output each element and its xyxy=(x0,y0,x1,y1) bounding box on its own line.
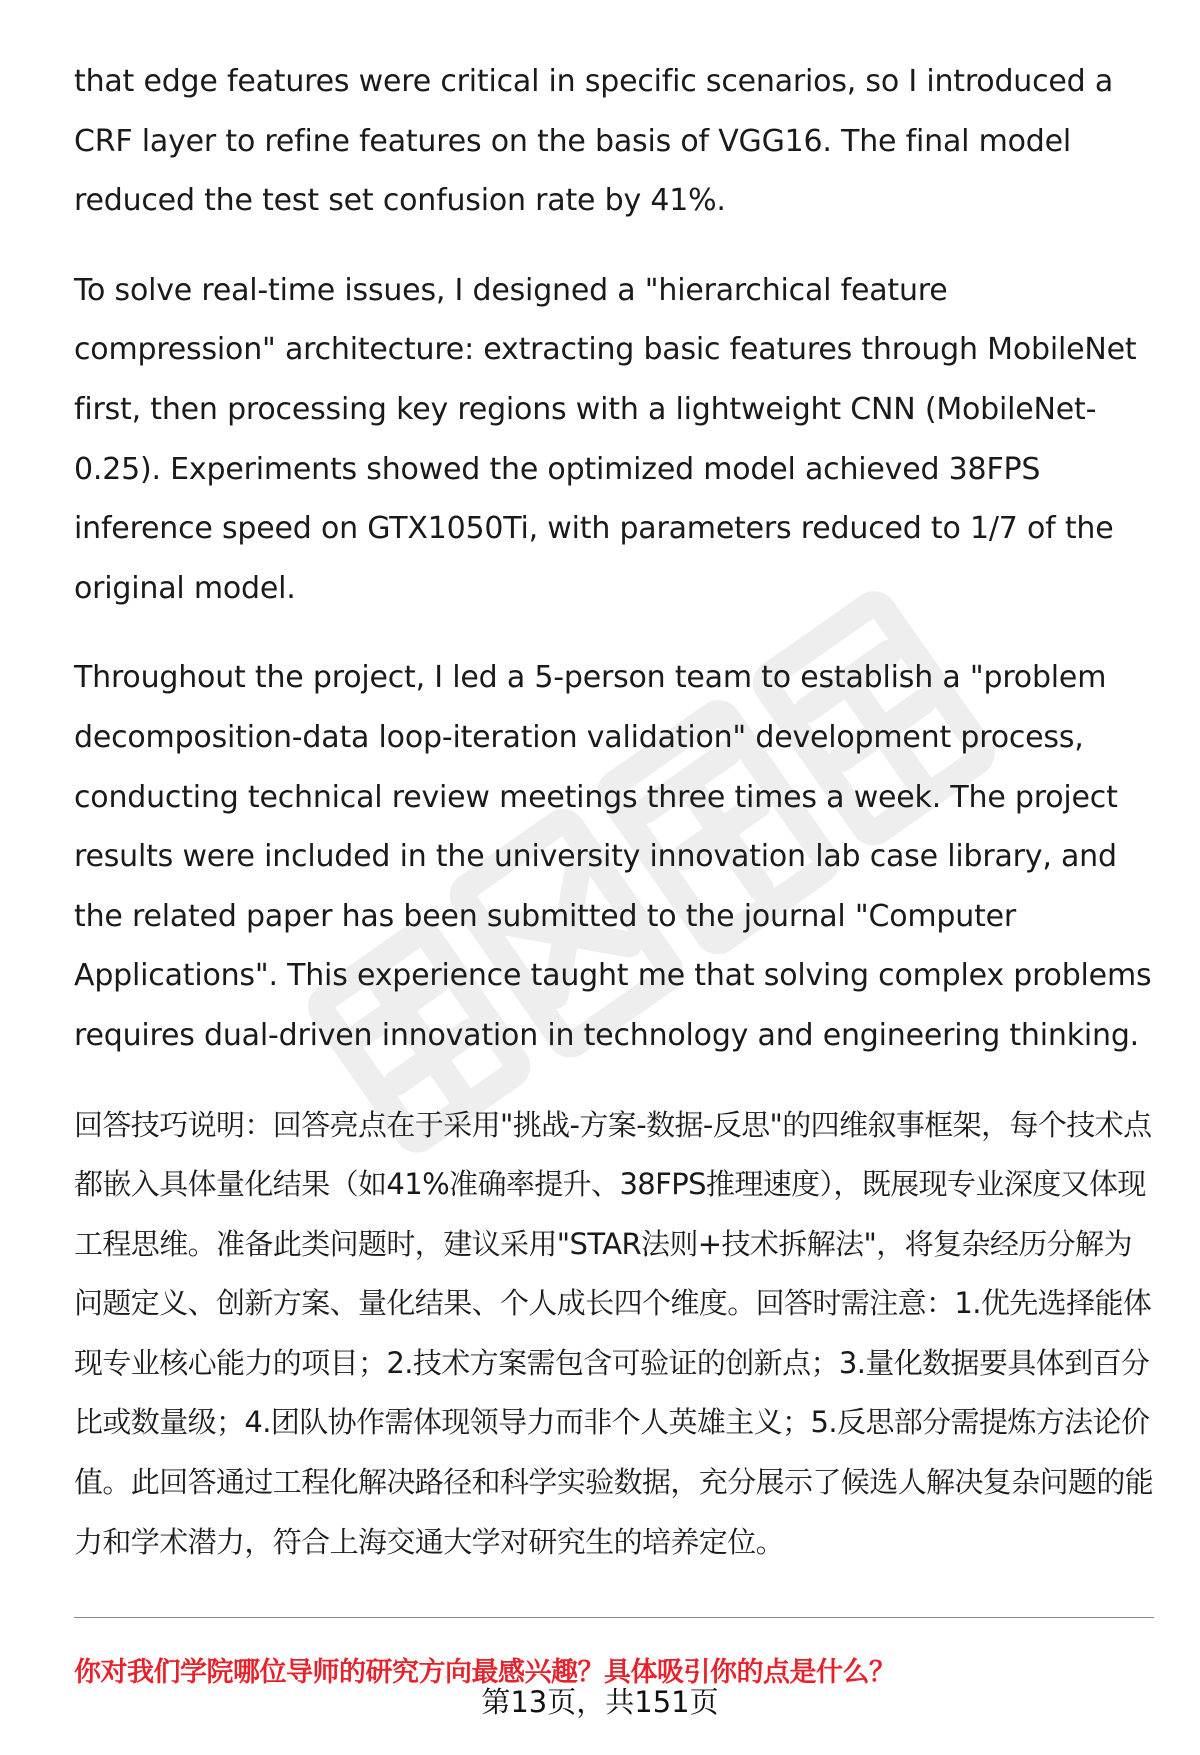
paragraph-crf-layer: that edge features were critical in specific scenarios, so I introduced a CRF layer to refine features on the basis of VGG16. The final model reduced the test set confusion rate by 41%. xyxy=(74,64,1114,219)
answer-tips-explanation: 回答技巧说明：回答亮点在于采用"挑战-方案-数据-反思"的四维叙事框架，每个技术点都嵌入具体量化结果（如41%准确率提升、38FPS推理速度），既展现专业深度又体现工程思维。准备此类问题时，建议采用"STAR法则+技术拆解法"，将复杂经历分解为问题定义、创新方案、量化结果、个人成长四个维度。回答时需注意：1.优先选择能体现专业核心能力的项目；2.技术方案需包含可验证的创新点；3.量化数据要具体到百分比或数量级；4.团队协作需体现领导力而非个人英雄主义；5.反思部分需提炼方法论价值。此回答通过工程化解决路径和科学实验数据，充分展示了候选人解决复杂问题的能力和学术潜力，符合上海交通大学对研究生的培养定位。 xyxy=(74,1107,1154,1559)
paragraph-team-leadership: Throughout the project, I led a 5-person team to establish a "problem decomposition-data loop-iteration validation" development process, conducting technical review meetings three times a week. The project results were included in the university innovation lab case library, and the related paper has been submitted to the journal "Computer Applications". This experience taught me that solving complex problems requires dual-driven innovation in technology and engineering thinking. xyxy=(74,660,1152,1053)
next-question-heading: 你对我们学院哪位导师的研究方向最感兴趣？具体吸引你的点是什么？ xyxy=(74,1657,896,1688)
section-divider xyxy=(74,1617,1154,1618)
document-body xyxy=(74,52,1154,1602)
page-number: 第13页，共151页 xyxy=(481,1685,719,1719)
paragraph-real-time-architecture: To solve real-time issues, I designed a "hierarchical feature compression" architecture: extracting basic features through MobileNet first, then processing key regions with a lightweight CNN (MobileNet-0.25). Experiments showed the optimized model achieved 38FPS inference speed on GTX1050Ti, with parameters reduced to 1/7 of the original model. xyxy=(74,272,1137,606)
